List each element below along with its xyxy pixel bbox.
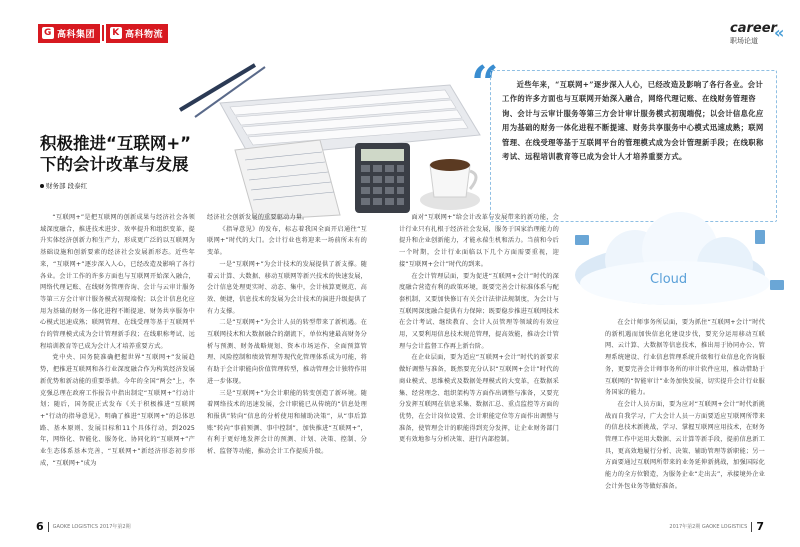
paragraph: 一是“互联网+”为会计技术的发展提供了新支撑。随着云计算、大数据、移动互联网等新兴技术的快速发展，会计信息处理更实时、动态、集中，会计核算更规范、高效、便捷，信息技术的发展为会计技术的演进升级提供了有力支撑。 <box>207 260 367 315</box>
article-title-line2: 下的会计改革与发展 <box>40 155 189 174</box>
logo-gaoke-group <box>38 24 100 43</box>
desk-illustration <box>150 55 495 220</box>
paragraph: 三是“互联网+”为会计职能的转变创造了新环境。随着网络技术的迅速发展，会计职能已从传统的“信息处理和报供”转向“信息的分析使用和辅助决策”，从“事后算账”转向“事前预测、事中控制”，加快推进“互联网+”，有利于更好地发挥会计的预测、计划、决策、控制、分析、监督等功能，推动会计工作提质升级。 <box>207 389 367 456</box>
footer-left <box>36 520 131 533</box>
body-column-2 <box>207 212 367 458</box>
paragraph: 二是“互联网+”为会计人员的转型带来了新机遇。在互联网技术和大数据融合的潮流下，单位构建最高财务分析与预测、财务战略规划、资本市场运作、全面预算管理、风险控制和绩效管理等现代化管理体系成为可能，将有助于会计职能向价值管理转型，推动管理会计独特作用进一步体现。 <box>207 319 367 385</box>
page-number-left: 6 <box>36 520 44 533</box>
body-column-4 <box>605 317 765 493</box>
logo-gaoke-logistics <box>106 24 168 43</box>
paragraph: 在会计人员方面，要为应对“互联网+会计”时代新挑战而自我学习，广大会计人员一方面要适应互联网所带来的信息技术新挑战，学习、掌握互联网应用技术，在财务管理工作中运用大数据、云计算等新手段，提前信息新工具，更高效地履行分析、决策、辅助管理等新职能；另一方面要通过互联网所带来的业务延伸新挑战，加强国际化能力的全方位锻造，为服务企业“走出去”，承接境外企业会计外包业务等做好准备。 <box>605 400 765 490</box>
hero-illustration <box>150 55 495 220</box>
logo-mark-icon: G <box>42 27 54 39</box>
cloud-icon <box>575 212 770 305</box>
paragraph: 党中央、国务院准确把握世界“互联网+”发展趋势，把推进互联网和各行业深度融合作为构筑经济发展新优势和新动能的重要举措。今年的全国“两会”上，李克强总理在政府工作报告中指出制定“互联网+”行动计划；随后，国务院正式发布《关于积极推进“互联网+”行动的指导意见》，明确了推进“互联网+”的总体思路、基本原则、发展目标和11个具体行动，到2025年，网络化、智能化、服务化、协同化的“互联网+”产业生态体系基本完善，“互联网+”新经济形态初步形成，“互联网+”成为 <box>40 354 195 467</box>
byline <box>40 181 87 190</box>
logo-divider <box>102 25 104 41</box>
double-chevron-icon: « <box>774 23 785 42</box>
logo-right-text: 高科物流 <box>125 29 164 40</box>
section-title: career <box>730 21 777 36</box>
footer-left-text: GAOKE LOGISTICS 2017年第2期 <box>52 524 131 530</box>
pull-quote: 近些年来，“互联网+”逐步深入人心，已经改造及影响了各行各业。会计工作的许多方面也与互联网开始深入融合，网络代理记账、在线财务管理咨询、会计与云审计服务等第三方会计审计服务模式初现端倪；以会计信息化应用为基础的财务一体化进程不断提速、财务共享服务中心模式迅速成熟；联网管理、在线受理等基于互联网平台的管理模式成为会计管理新手段；在线职称考试、远程培训教育等已成为会计人才培养重要方式。 <box>502 80 764 162</box>
phone-icon <box>755 230 765 244</box>
page-number-right: 7 <box>756 520 764 533</box>
paragraph: 面对“互联网+”给会计改革与发展带来的新功能，会计行业只有扎根于经济社会发展，服务于国家治理能力的提升和企业创新能力，才能永葆生机和活力。当前和今后一个时期，会计行业面临以下几个方面需要重视，迎接“互联网+会计”时代的到来。 <box>399 214 559 268</box>
publisher-logo <box>38 22 168 44</box>
paragraph: 经济社会创新发展的重要驱动力量。 <box>207 214 309 221</box>
cloud-label: Cloud <box>650 272 688 287</box>
paragraph: “互联网+”是把互联网的创新成果与经济社会各领域深度融合，推进技术进步、效率提升和组织变革，提升实体经济创新力和生产力，形成更广泛的以互联网为基础设施和创新要素的经济社会发展新形态。近些年来，“互联网+”逐步深入人心，已经改造及影响了各行各业。会计工作的许多方面也与互联网开始深入融合，网络代理记账、在线财务管理咨询、会计与云审计服务等第三方会计审计服务模式初现端倪；以会计信息化应用为基础的财务一体化进程不断提速、财务共享服务中心模式迅速成熟；联网管理、在线受理等基于互联网平台的管理模式成为会计管理新手段；在线职称考试、远程培训教育等已成为会计人才培养重要方式。 <box>40 214 195 350</box>
footer-divider <box>751 522 752 532</box>
body-column-1 <box>40 212 195 469</box>
body-column-3 <box>399 212 559 446</box>
paragraph: 在企业层面，要为适应“互联网+会计”时代的新要求做好调整与准备，既然要充分认识“互联网+会计”时代的商业模式、思维模式及数据处理模式的大变革，在数据采集、经营理念、组织架构等方面作出调整与准备，又要充分发挥互联网在信息采集、数据汇总、重点监控等方面的优势，在会计岗位设置、会计职能定位等方面作出调整与准备，使管理会计的职能得到充分发挥，让企业财务部门更有效地参与分析决策、进行内部控制。 <box>399 354 559 444</box>
paragraph: 《指导意见》的发布，标志着我国全面开启通往“互联网+”时代的大门。会计行业也将迎来一场前所未有的变革。 <box>207 225 367 257</box>
logo-left-text: 高科集团 <box>57 29 96 40</box>
article-title-line1: 积极推进“互联网+” <box>40 134 192 153</box>
section-label <box>730 22 777 46</box>
paragraph: 在会计管理层面，要为促进“互联网+会计”时代的深度融合营造有利的政策环境，既要完善会计标准体系与配套机制，又要加快修订有关会计法律法规制度，为会计与互联网深度融合提供有力保障；既要稳步推进互联网技术在会计考试、继续教育、会计人员管理等领域的有效应用，又要利用信息技术规范管理，提高效能，推动会计管理与会计监督工作再上新台阶。 <box>399 272 559 350</box>
section-subtitle: 职场论道 <box>730 37 758 45</box>
calculator-icon <box>355 143 410 213</box>
monitor-icon <box>575 235 589 245</box>
tablet-icon <box>770 280 784 290</box>
footer-right-text: 2017年第2期 GAOKE LOGISTICS <box>669 524 748 530</box>
bullet-icon <box>40 184 44 188</box>
article-title <box>40 133 191 175</box>
quote-mark-icon: “ <box>471 56 499 112</box>
cloud-illustration <box>555 205 795 315</box>
paragraph: 在会计师事务所层面，要为抓住“互联网+会计”时代的新机遇而加快信息化建设步伐，要充分运用移动互联网、云计算、大数据等信息技术，推出用于协同办公、管理系统建设、行业信息管理系统升级和行业信息化咨询服务，更要完善会计师事务所的审计软件应用，推动借助于互联网的“智能审计”业务加快发展，切实提升会计行业服务国家的能力。 <box>605 319 765 397</box>
footer-divider <box>48 522 49 532</box>
logo-mark-icon: K <box>110 27 122 39</box>
byline-text: 财务部 段泰红 <box>46 182 88 190</box>
footer-right <box>669 520 764 533</box>
